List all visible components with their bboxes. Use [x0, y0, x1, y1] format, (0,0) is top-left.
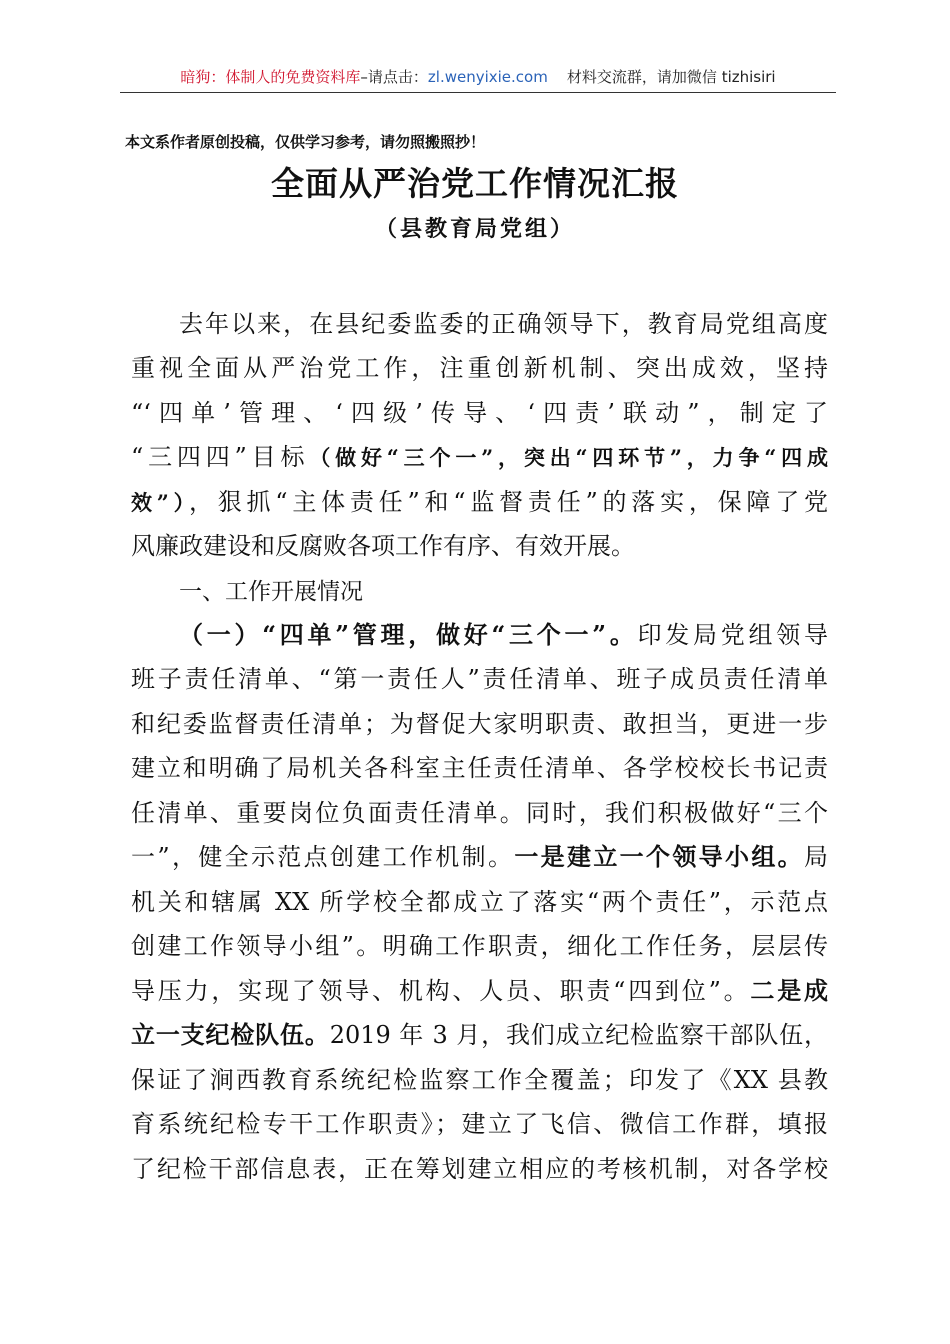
sub1-line-8: 创建工作领导小组”。明确工作职责，细化工作任务，层层传 [131, 932, 828, 960]
sub1-line-13: 了纪检干部信息表，正在筹划建立相应的考核机制，对各学校 [131, 1155, 828, 1183]
sub1-line-9 [131, 976, 828, 1006]
sub1-line-3: 和纪委监督责任清单；为督促大家明职责、敢担当，更进一步 [131, 710, 828, 738]
intro-line-4-text: “三四四”目标 [131, 443, 310, 471]
header-divider [120, 92, 836, 93]
intro-line-1: 去年以来，在县纪委监委的正确领导下，教育局党组高度 [179, 310, 828, 338]
sub1-line-7: 机关和辖属 XX 所学校全都成立了落实“两个责任”，示范点 [131, 888, 828, 916]
intro-line-5-bold: 效”） [131, 490, 189, 515]
sub1-line-5: 任清单、重要岗位负面责任清单。同时，我们积极做好“三个 [131, 799, 828, 827]
intro-line-6: 风廉政建设和反腐败各项工作有序、有效开展。 [131, 532, 635, 560]
sub1-line-1 [131, 620, 828, 650]
intro-line-2: 重视全面从严治党工作，注重创新机制、突出成效，坚持 [131, 354, 828, 382]
sub1-line-11: 保证了涧西教育系统纪检监察工作全覆盖；印发了《XX 县教 [131, 1066, 828, 1094]
sub1-line-9-text: 导压力，实现了领导、机构、人员、职责“四到位”。 [131, 977, 751, 1005]
sub1-line-6-text: 一”，健全示范点创建工作机制。 [131, 843, 515, 871]
section-heading-1: 一、工作开展情况 [179, 579, 363, 605]
sub1-line-6-end: 局 [804, 843, 829, 871]
sub1-title: （一）“四单”管理，做好“三个一”。 [179, 620, 638, 649]
sub1-line-10-bold: 立一支纪检队伍。 [131, 1020, 330, 1049]
disclaimer: 本文系作者原创投稿，仅供学习参考，请勿照搬照抄！ [125, 133, 486, 151]
sub1-line-9-bold: 二是成 [750, 976, 828, 1005]
intro-line-4-bold: （做好“三个一”，突出“四环节”，力争“四成 [309, 445, 828, 470]
intro-line-3: “‘四单’管理、‘四级’传导、‘四责’联动”，制定了 [131, 399, 828, 427]
sub1-line-1-text: 印发局党组领导 [637, 621, 829, 649]
header-contact: 材料交流群，请加微信 tizhisiri [566, 68, 776, 86]
sub1-line-12: 育系统纪检专干工作职责》；建立了飞信、微信工作群，填报 [131, 1110, 828, 1138]
header-click-prompt: –请点击： [360, 68, 428, 86]
intro-line-5 [131, 487, 828, 517]
page-header [120, 66, 836, 87]
sub1-line-10 [131, 1020, 828, 1050]
sub1-line-10-text: 2019 年 3 月，我们成立纪检监察干部队伍， [329, 1021, 829, 1049]
sub1-line-6-bold: 一是建立一个领导小组。 [514, 842, 805, 871]
sub1-line-6 [131, 842, 828, 872]
sub1-line-2: 班子责任清单、“第一责任人”责任清单、班子成员责任清单 [131, 665, 828, 693]
intro-line-4 [131, 442, 828, 472]
page-subtitle: （县教育局党组） [374, 216, 575, 242]
header-site-name: 暗狗：体制人的免费资料库 [180, 68, 361, 86]
sub1-line-4: 建立和明确了局机关各科室主任责任清单、各学校校长书记责 [131, 754, 828, 782]
header-link[interactable]: zl.wenyixie.com [427, 68, 548, 86]
page-title: 全面从严治党工作情况汇报 [271, 164, 679, 203]
intro-line-5-text: ，狠抓“主体责任”和“监督责任”的落实，保障了党 [188, 488, 828, 516]
